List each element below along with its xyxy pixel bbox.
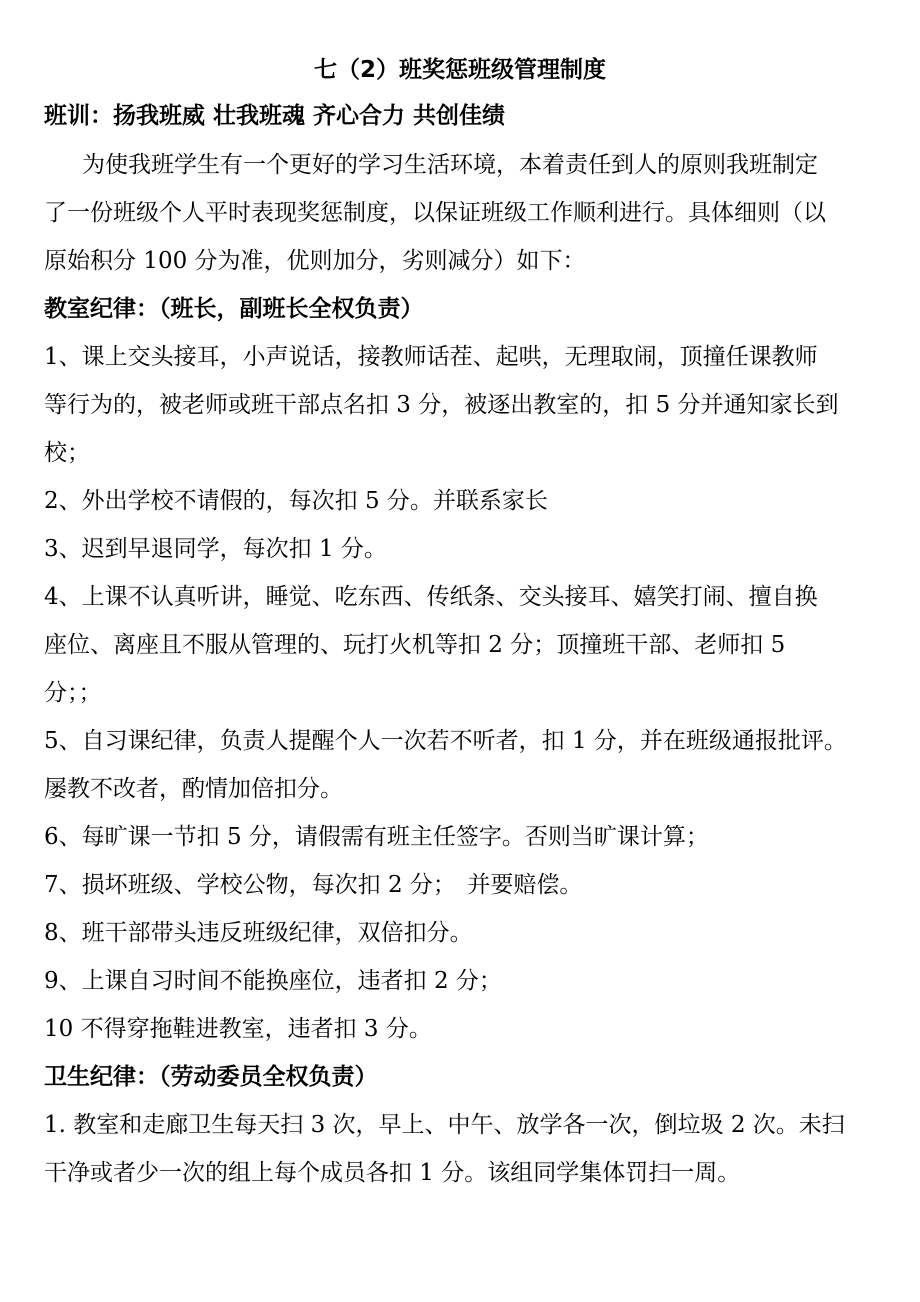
rule-line: 7、损坏班级、学校公物，每次扣 2 分； 并要赔偿。 bbox=[44, 872, 583, 898]
rule-line: 座位、离座且不服从管理的、玩打火机等扣 2 分；顶撞班干部、老师扣 5 bbox=[44, 632, 786, 658]
rule-line: 1. 教室和走廊卫生每天扫 3 次，早上、中午、放学各一次，倒垃圾 2 次。未扫 bbox=[44, 1112, 845, 1138]
intro-line: 了一份班级个人平时表现奖惩制度，以保证班级工作顺利进行。具体细则（以 bbox=[44, 200, 826, 226]
rule-line: 等行为的，被老师或班干部点名扣 3 分，被逐出教室的，扣 5 分并通知家长到 bbox=[44, 392, 839, 418]
rule-line: 5、自习课纪律，负责人提醒个人一次若不听者，扣 1 分，并在班级通报批评。 bbox=[44, 728, 847, 754]
rule-line: 屡教不改者，酌情加倍扣分。 bbox=[44, 776, 343, 802]
document-title: 七（2）班奖惩班级管理制度 bbox=[313, 57, 606, 83]
class-motto: 班训：扬我班威 壮我班魂 齐心合力 共创佳绩 bbox=[44, 103, 506, 129]
rule-line: 10 不得穿拖鞋进教室，违者扣 3 分。 bbox=[44, 1016, 432, 1042]
rule-line: 6、每旷课一节扣 5 分，请假需有班主任签字。否则当旷课计算； bbox=[44, 824, 709, 850]
rule-line: 分；； bbox=[44, 680, 102, 706]
rule-line: 3、迟到早退同学，每次扣 1 分。 bbox=[44, 536, 387, 562]
rule-line: 干净或者少一次的组上每个成员各扣 1 分。该组同学集体罚扫一周。 bbox=[44, 1160, 741, 1186]
intro-line: 为使我班学生有一个更好的学习生活环境，本着责任到人的原则我班制定 bbox=[82, 152, 818, 178]
rule-line: 8、班干部带头违反班级纪律，双倍扣分。 bbox=[44, 920, 473, 946]
section-heading-classroom: 教室纪律：（班长，副班长全权负责） bbox=[44, 296, 424, 322]
rule-line: 4、上课不认真听讲，睡觉、吃东西、传纸条、交头接耳、嬉笑打闹、擅自换 bbox=[44, 584, 818, 610]
section-heading-hygiene: 卫生纪律：（劳动委员全权负责） bbox=[44, 1064, 378, 1090]
rule-line: 2、外出学校不请假的，每次扣 5 分。并联系家长 bbox=[44, 488, 548, 514]
rule-line: 1、课上交头接耳，小声说话，接教师话茬、起哄，无理取闹，顶撞任课教师 bbox=[44, 344, 818, 370]
rule-line: 9、上课自习时间不能换座位，违者扣 2 分； bbox=[44, 968, 502, 994]
rule-line: 校； bbox=[44, 440, 90, 466]
intro-line: 原始积分 100 分为准，优则加分，劣则减分）如下： bbox=[44, 248, 586, 274]
